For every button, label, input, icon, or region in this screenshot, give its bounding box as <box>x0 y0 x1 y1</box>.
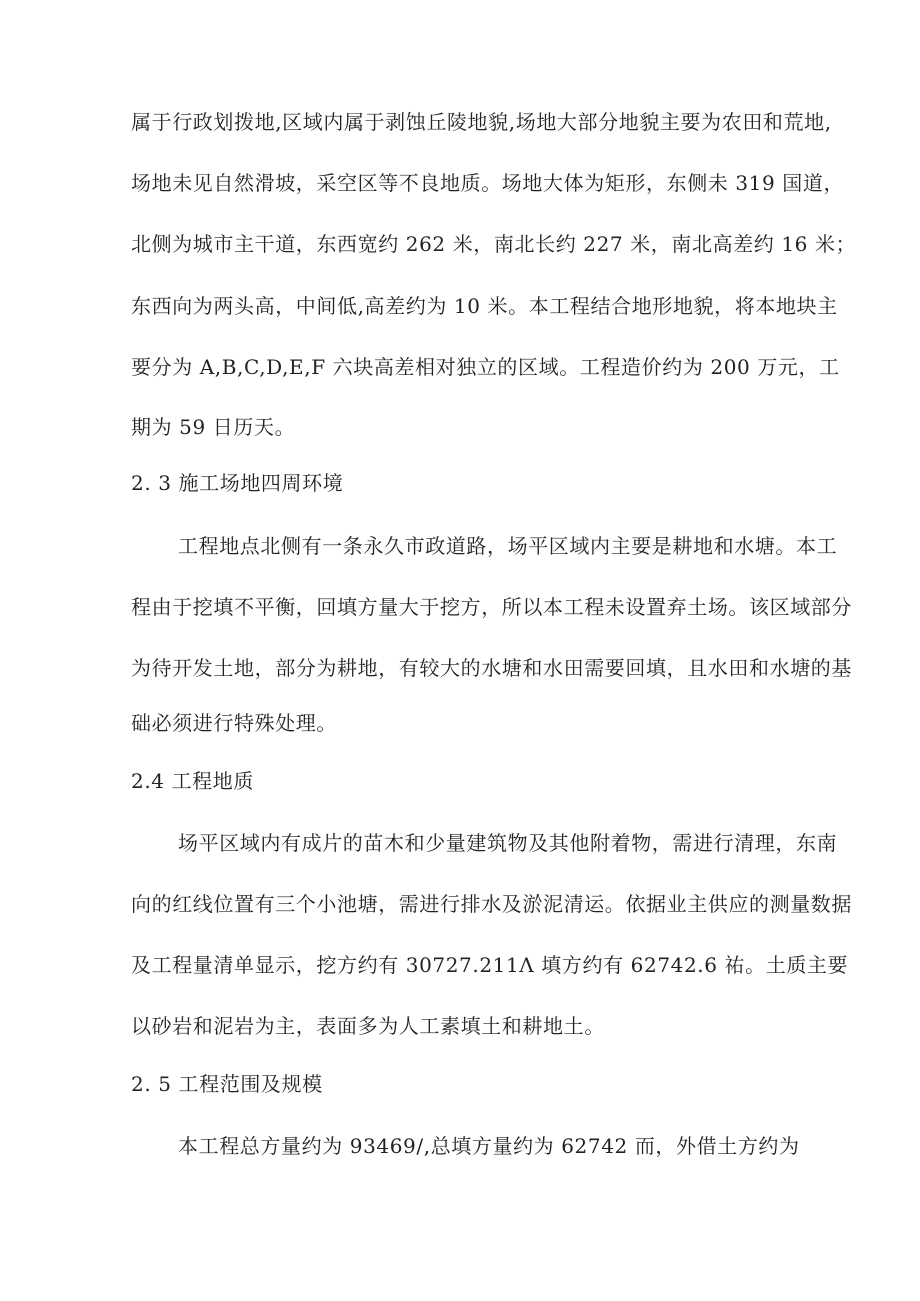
section-heading-2-3: 2. 3 施工场地四周环境 <box>131 471 344 495</box>
paragraph-1-line-3: 北侧为城市主干道，东西宽约 262 米，南北长约 227 米，南北高差约 16 米； <box>131 232 857 256</box>
paragraph-4-line-1: 本工程总方量约为 93469/,总填方量约为 62742 而，外借土方约为 <box>178 1134 800 1158</box>
paragraph-2-line-1: 工程地点北侧有一条永久市政道路，场平区域内主要是耕地和水塘。本工 <box>178 534 838 558</box>
paragraph-1-line-5: 要分为 A,B,C,D,E,F 六块高差相对独立的区域。工程造价约为 200 万元，工 <box>131 355 840 379</box>
paragraph-1-line-4: 东西向为两头高，中间低,高差约为 10 米。本工程结合地形地貌，将本地块主 <box>131 294 838 318</box>
section-heading-2-5: 2. 5 工程范围及规模 <box>131 1072 323 1096</box>
paragraph-3-line-1: 场平区域内有成片的苗木和少量建筑物及其他附着物，需进行清理，东南 <box>178 831 838 855</box>
paragraph-2-line-3: 为待开发土地，部分为耕地，有较大的水塘和水田需要回填，且水田和水塘的基 <box>131 656 852 680</box>
section-heading-2-4: 2.4 工程地质 <box>131 769 254 793</box>
paragraph-1-line-1: 属于行政划拨地,区域内属于剥蚀丘陵地貌,场地大部分地貌主要为农田和荒地, <box>131 110 832 134</box>
paragraph-1-line-6: 期为 59 日历天。 <box>131 415 296 439</box>
paragraph-2-line-4: 础必须进行特殊处理。 <box>131 711 337 735</box>
paragraph-3-line-4: 以砂岩和泥岩为主，表面多为人工素填土和耕地土。 <box>131 1014 605 1038</box>
paragraph-1-line-2: 场地未见自然滑坡，采空区等不良地质。场地大体为矩形，东侧未 319 国道， <box>131 171 845 195</box>
paragraph-2-line-2: 程由于挖填不平衡，回填方量大于挖方，所以本工程未设置弃土场。该区域部分 <box>131 595 852 619</box>
paragraph-3-line-3: 及工程量清单显示，挖方约有 30727.211Λ 填方约有 62742.6 祐。土质主要 <box>131 953 849 977</box>
paragraph-3-line-2: 向的红线位置有三个小池塘，需进行排水及淤泥清运。依据业主供应的测量数据 <box>131 892 852 916</box>
